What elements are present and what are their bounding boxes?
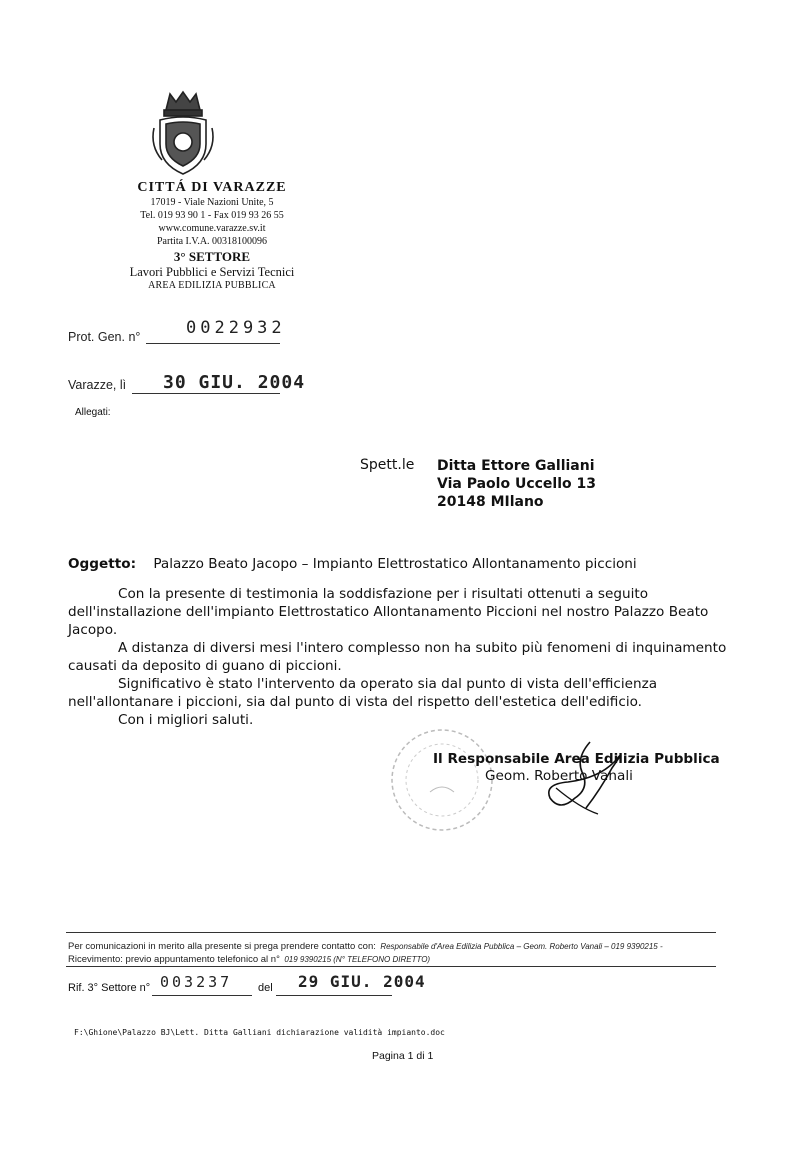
protocol-line <box>146 343 280 344</box>
phone-fax: Tel. 019 93 90 1 - Fax 019 93 26 55 <box>140 210 284 221</box>
recipient-address <box>437 457 596 511</box>
city-name: CITTÁ DI VARAZZE <box>137 180 287 195</box>
signatory-name: Geom. Roberto Vanali <box>485 768 633 784</box>
protocol-number: 0022932 <box>186 318 286 338</box>
letterhead <box>72 180 352 291</box>
date-line <box>132 393 280 394</box>
footer-reception <box>68 949 430 967</box>
letter-body <box>68 585 738 729</box>
ref-number: 003237 <box>160 973 233 991</box>
recipient-company: Ditta Ettore Galliani <box>437 458 595 474</box>
area-name: AREA EDILIZIA PUBBLICA <box>148 280 276 291</box>
attachments-label: Allegati: <box>75 407 111 418</box>
handwritten-signature-icon <box>520 738 640 818</box>
subject-text: Palazzo Beato Jacopo – Impianto Elettrostatico Allontanamento piccioni <box>153 556 637 572</box>
file-path: F:\Ghione\Palazzo BJ\Lett. Ditta Galliani dichiarazione validità impianto.doc <box>74 1028 445 1037</box>
ref-date-line <box>276 995 392 996</box>
footer-divider-bottom <box>66 966 716 967</box>
contact-detail: Responsabile d'Area Edilizia Pubblica – Geom. Roberto Vanali – 019 9390215 - <box>380 942 663 951</box>
paragraph-3: Significativo è stato l'intervento da operato sia dal punto di vista dell'efficienza nell'allontanare i piccioni, sia dal punto di vista del rispetto dell'estetica dell'edificio. <box>68 676 658 710</box>
ref-of-label: del <box>258 982 273 994</box>
department: Lavori Pubblici e Servizi Tecnici <box>129 265 295 279</box>
sector: 3° SETTORE <box>173 249 251 264</box>
protocol-label: Prot. Gen. n° <box>68 330 141 344</box>
reception-detail: 019 9390215 (N° TELEFONO DIRETTO) <box>284 955 431 964</box>
address: 17019 - Viale Nazioni Unite, 5 <box>150 197 274 208</box>
recipient-street: Via Paolo Uccello 13 <box>437 476 596 492</box>
paragraph-4: Con i migliori saluti. <box>118 712 254 728</box>
page-number: Pagina 1 di 1 <box>372 1050 434 1062</box>
website: www.comune.varazze.sv.it <box>158 223 266 234</box>
municipal-crest-icon <box>148 88 218 178</box>
paragraph-2: A distanza di diversi mesi l'intero complesso non ha subito più fenomeni di inquinamento causati da deposito di guano di piccioni. <box>68 640 727 674</box>
paragraph-1: Con la presente di testimonia la soddisfazione per i risultati ottenuti a seguito dell'installazione dell'impianto Elettrostatico Allontanamento Piccioni nel nostro Palazzo Beato Jacopo. <box>68 586 709 638</box>
signatory-title: Il Responsabile Area Edilizia Pubblica <box>433 751 720 767</box>
recipient-city: 20148 MIlano <box>437 494 544 510</box>
ref-label: Rif. 3° Settore n° <box>68 982 151 994</box>
protocol-date: 30 GIU. 2004 <box>163 372 306 393</box>
place-label: Varazze, lì <box>68 378 127 392</box>
salutation: Spett.le <box>360 457 415 473</box>
reception-prefix: Ricevimento: previo appuntamento telefonico al n° <box>68 954 280 965</box>
subject-line <box>68 555 748 573</box>
vat-number: Partita I.V.A. 00318100096 <box>156 236 268 247</box>
subject-label: Oggetto: <box>68 556 137 572</box>
ref-date: 29 GIU. 2004 <box>298 972 426 991</box>
footer-divider-top <box>66 932 716 933</box>
contact-prefix: Per comunicazioni in merito alla presente si prega prendere contatto con: <box>68 941 376 952</box>
ref-number-line <box>152 995 252 996</box>
